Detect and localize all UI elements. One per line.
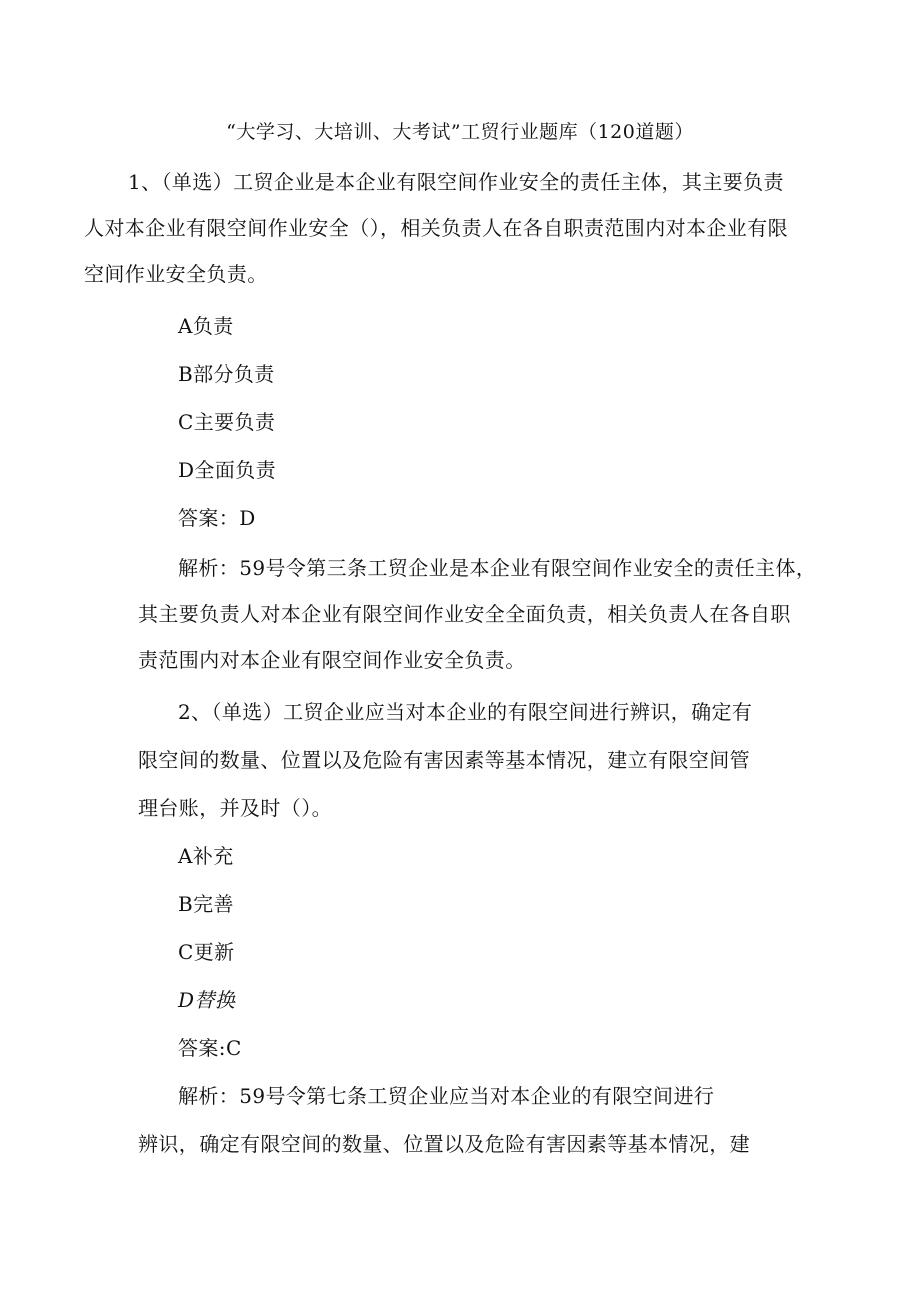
q2-analysis-line-1: 解析：59号令第七条工贸企业应当对本企业的有限空间进行	[178, 1084, 715, 1108]
q2-analysis-line-2: 辨识，确定有限空间的数量、位置以及危险有害因素等基本情况，建	[138, 1132, 750, 1156]
document-title: “大学习、大培训、大考试”工贸行业题库（120道题）	[226, 121, 694, 143]
q1-analysis-line-3: 责范围内对本企业有限空间作业安全负责。	[138, 648, 526, 672]
q2-option-b: B完善	[178, 892, 234, 916]
q2-option-d: D替换	[178, 988, 236, 1012]
q2-option-c: C更新	[178, 940, 235, 964]
q2-stem-line-1: 2、（单选）工贸企业应当对本企业的有限空间进行辨识，确定有	[178, 700, 753, 724]
q1-option-a: A负责	[178, 314, 234, 338]
q1-option-d: D全面负责	[178, 458, 277, 482]
q1-option-b: B部分负责	[178, 362, 275, 386]
q2-stem-line-3: 理台账，并及时（）。	[138, 796, 332, 820]
q2-answer: 答案:C	[178, 1036, 242, 1060]
q1-option-c: C主要负责	[178, 410, 276, 434]
q1-stem-line-2: 人对本企业有限空间作业安全（），相关负责人在各自职责范围内对本企业有限	[84, 216, 788, 240]
q1-analysis-line-1: 解析：59号令第三条工贸企业是本企业有限空间作业安全的责任主体，	[178, 556, 817, 580]
q1-stem-line-3: 空间作业安全负责。	[84, 262, 268, 286]
q2-stem-line-2: 限空间的数量、位置以及危险有害因素等基本情况，建立有限空间管	[138, 748, 750, 772]
q1-analysis-line-2: 其主要负责人对本企业有限空间作业安全全面负责，相关负责人在各自职	[138, 602, 791, 626]
q1-answer: 答案：D	[178, 506, 256, 530]
q1-stem-line-1: 1、（单选）工贸企业是本企业有限空间作业安全的责任主体，其主要负责	[128, 170, 784, 194]
q2-option-a: A补充	[178, 844, 234, 868]
